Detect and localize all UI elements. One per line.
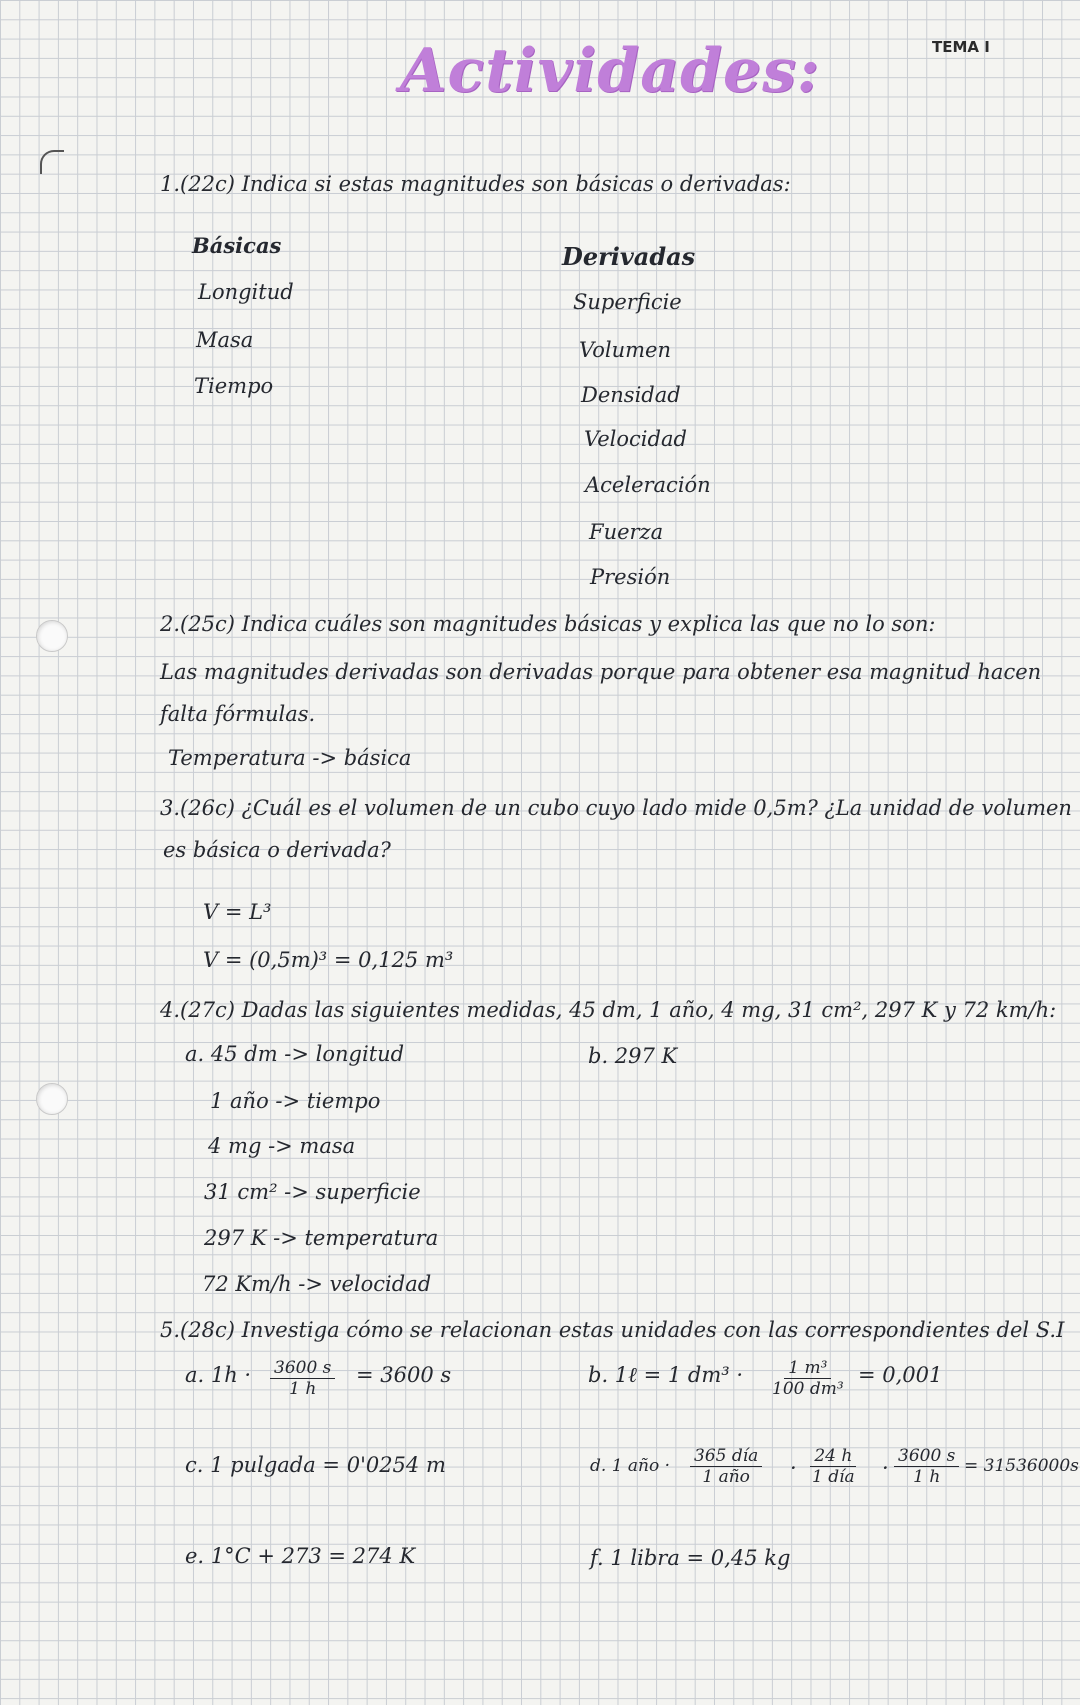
tema-label: TEMA I — [932, 38, 990, 56]
q5-b-fraction — [768, 1358, 848, 1399]
fraction-numerator: 1 m³ — [784, 1358, 831, 1379]
multiply-dot: · — [790, 1456, 797, 1480]
multiply-dot: · — [882, 1456, 889, 1480]
binder-hole — [36, 1083, 68, 1115]
q1-derived-header: Derivadas — [562, 242, 696, 271]
q5-f: f. 1 libra = 0,45 kg — [590, 1546, 791, 1570]
q1-basic-item: Tiempo — [194, 374, 274, 398]
q4-answer-b: b. 297 K — [588, 1044, 678, 1068]
fraction-denominator: 1 año — [702, 1467, 750, 1487]
q5-d-fraction-seconds — [894, 1446, 959, 1487]
q5-b-start: b. 1ℓ = 1 dm³ · — [588, 1363, 744, 1387]
q2-answer-line: Las magnitudes derivadas son derivadas porque para obtener esa magnitud hacen — [160, 660, 1042, 684]
q3-formula: V = (0,5m)³ = 0,125 m³ — [203, 948, 454, 972]
q5-prompt: 5.(28c) Investiga cómo se relacionan estas unidades con las correspondientes del S.I — [160, 1318, 1065, 1342]
fraction-numerator: 3600 s — [894, 1446, 959, 1467]
q5-d-start: d. 1 año · — [590, 1456, 671, 1476]
page-corner-mark — [40, 150, 64, 174]
q3-prompt-line: es básica o derivada? — [163, 838, 391, 862]
q5-e: e. 1°C + 273 = 274 K — [185, 1544, 416, 1568]
q2-prompt: 2.(25c) Indica cuáles son magnitudes básicas y explica las que no lo son: — [160, 612, 936, 636]
q3-prompt-line: 3.(26c) ¿Cuál es el volumen de un cubo cuyo lado mide 0,5m? ¿La unidad de volumen — [160, 796, 1072, 820]
q5-a-result: = 3600 s — [356, 1363, 452, 1387]
q1-prompt: 1.(22c) Indica si estas magnitudes son básicas o derivadas: — [160, 172, 791, 196]
q4-answer-a: 4 mg -> masa — [208, 1134, 356, 1158]
fraction-denominator: 100 dm³ — [772, 1379, 844, 1399]
q4-answer-a: a. 45 dm -> longitud — [185, 1042, 405, 1066]
q4-answer-a: 72 Km/h -> velocidad — [202, 1272, 432, 1296]
q1-derived-item: Volumen — [579, 338, 671, 362]
q5-d-fraction-days — [690, 1446, 762, 1487]
q1-derived-item: Fuerza — [589, 520, 664, 544]
q4-answer-a: 31 cm² -> superficie — [204, 1180, 421, 1204]
q5-d-fraction-hours — [808, 1446, 859, 1487]
fraction-numerator: 24 h — [810, 1446, 856, 1467]
fraction-denominator: 1 día — [812, 1467, 855, 1487]
q1-basic-item: Longitud — [198, 280, 294, 304]
q1-derived-item: Velocidad — [584, 427, 687, 451]
fraction-numerator: 3600 s — [270, 1358, 335, 1379]
q5-b-result: = 0,001 — [858, 1363, 943, 1387]
q1-derived-item: Presión — [590, 565, 671, 589]
q4-answer-a: 1 año -> tiempo — [210, 1089, 381, 1113]
q1-derived-item: Densidad — [581, 383, 681, 407]
binder-hole — [36, 620, 68, 652]
q5-a-fraction — [270, 1358, 335, 1399]
q2-answer-line: falta fórmulas. — [160, 702, 316, 726]
q1-derived-item: Superficie — [573, 290, 682, 314]
q5-c: c. 1 pulgada = 0'0254 m — [185, 1453, 446, 1477]
q4-answer-a: 297 K -> temperatura — [204, 1226, 439, 1250]
q5-a-start: a. 1h · — [185, 1363, 252, 1387]
q2-answer-line: Temperatura -> básica — [168, 746, 412, 770]
page-title: Actividades: — [400, 36, 821, 106]
q3-formula: V = L³ — [203, 900, 272, 924]
q1-basic-header: Básicas — [192, 233, 282, 258]
fraction-denominator: 1 h — [289, 1379, 317, 1399]
q4-prompt: 4.(27c) Dadas las siguientes medidas, 45 dm, 1 año, 4 mg, 31 cm², 297 K y 72 km/h: — [160, 998, 1057, 1022]
q5-d-result: = 31536000s — [964, 1456, 1079, 1476]
q1-derived-item: Aceleración — [585, 473, 711, 497]
q1-basic-item: Masa — [196, 328, 254, 352]
fraction-numerator: 365 día — [690, 1446, 762, 1467]
fraction-denominator: 1 h — [913, 1467, 941, 1487]
